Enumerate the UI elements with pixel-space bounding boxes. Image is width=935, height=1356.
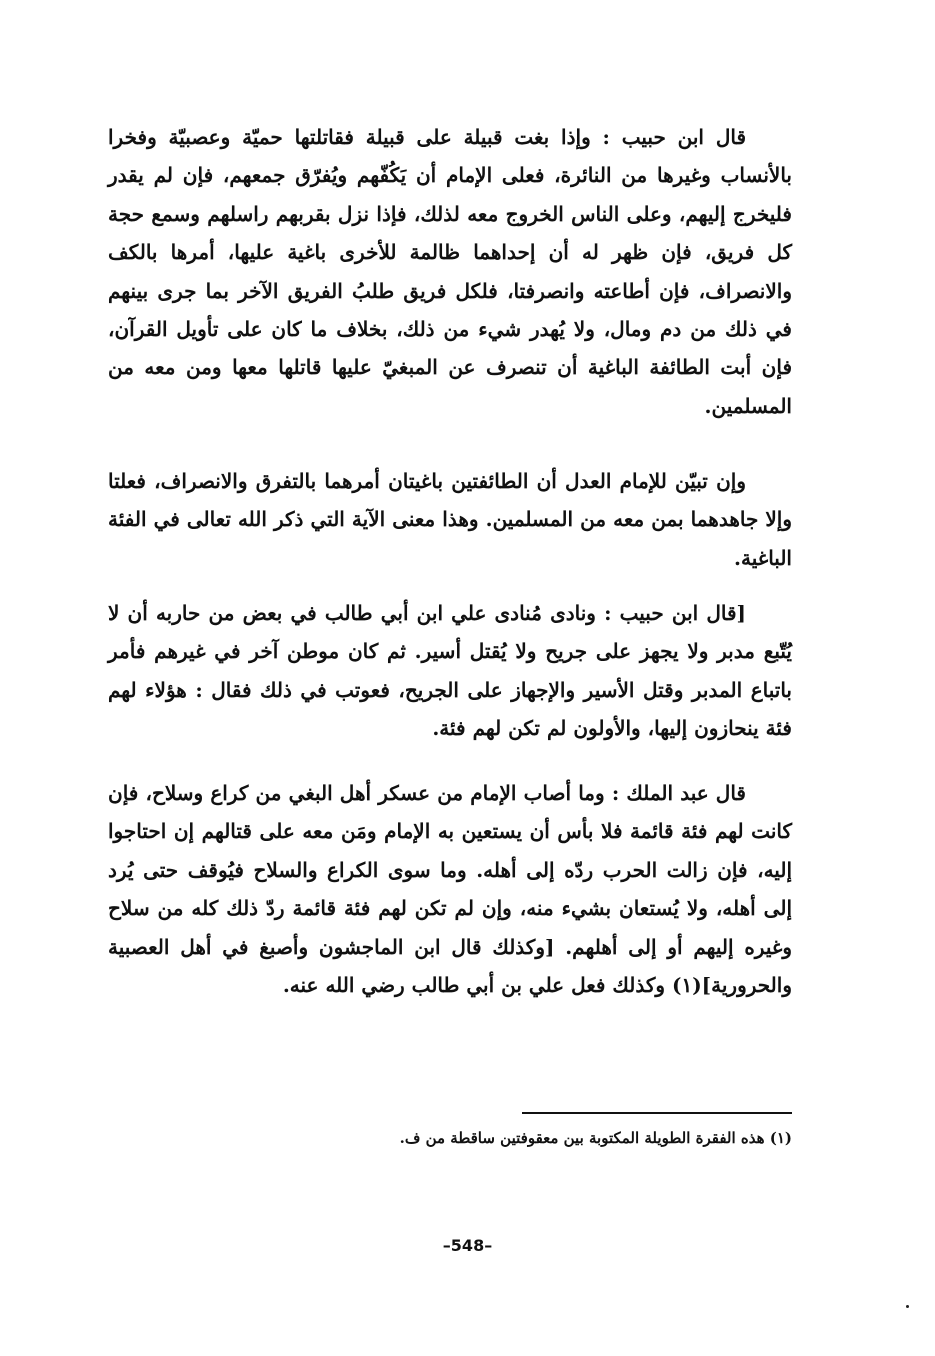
paragraph-4: [108, 774, 792, 1004]
paragraph-1: [108, 118, 792, 425]
footnote: (١) هذه الفقرة الطويلة المكتوبة بين معقوفتين ساقطة من ف.: [399, 1129, 792, 1147]
scan-speck: [906, 1305, 909, 1308]
paragraph-text: قال عبد الملك : وما أصاب الإمام من عسكر أهل البغي من كراع وسلاح، فإن كانت لهم فئة قائمة فلا بأس أن يستعين به الإمام ومَن معه على قتالهم إن احتاجوا إليه، فإن زالت الحرب ردّه إلى أهله. وما سوى الكراع والسلاح فيُوقف حتى يُرد إلى أهله، ولا يُستعان بشيء منه، وإن لم تكن لهم فئة قائمة ردّ ذلك كله من سلاح وغيره إليهم أو إلى أهلهم. [وكذلك قال ابن الماجشون وأصبغ في أهل العصبية والحرورية](١) وكذلك فعل علي بن أبي طالب رضي الله عنه.: [108, 781, 792, 998]
paragraph-2: [108, 462, 792, 577]
paragraph-text: [قال ابن حبيب : ونادى مُنادى علي ابن أبي طالب في بعض من حاربه أن لا يُتّبع مدبر ولا يجهز على جريح ولا يُقتل أسير. ثم كان موطن آخر في غيرهم فأمر باتباع المدبر وقتل الأسير والإجهاز على الجريح، فعوتب في ذلك فقال : هؤلاء لهم فئة ينحازون إليها، والأولون لم تكن لهم فئة.: [108, 601, 792, 741]
paragraph-text: قال ابن حبيب : وإذا بغت قبيلة على قبيلة فقاتلتها حميّة وعصبيّة وفخرا بالأنساب وغيرها من النائرة، فعلى الإمام أن يَكُفّهم ويُفرّق جمعهم، فإن لم يقدر فليخرج إليهم، وعلى الناس الخروج معه لذلك، فإذا نزل بقربهم راسلهم وسمع حجة كل فريق، فإن ظهر له أن إحداهما ظالمة للأخرى باغية عليها، أمرها بالكف والانصراف، فإن أطاعته وانصرفتا، فلكل فريق طلبُ الفريق الآخر بما جرى بينهم في ذلك من دم ومال، ولا يُهدر شيء من ذلك، بخلاف ما كان على تأويل القرآن، فإن أبت الطائفة الباغية أن تنصرف عن المبغيّ عليها قاتلها معها ومن معه من المسلمين.: [108, 125, 792, 418]
paragraph-text: وإن تبيّن للإمام العدل أن الطائفتين باغيتان أمرهما بالتفرق والانصراف، فعلتا وإلا جاهدهما بمن معه من المسلمين. وهذا معنى الآية التي ذكر الله تعالى في الفئة الباغية.: [108, 469, 792, 570]
paragraph-3: [108, 594, 792, 748]
page-number: –548–: [442, 1236, 493, 1255]
footnote-divider: [522, 1112, 792, 1114]
